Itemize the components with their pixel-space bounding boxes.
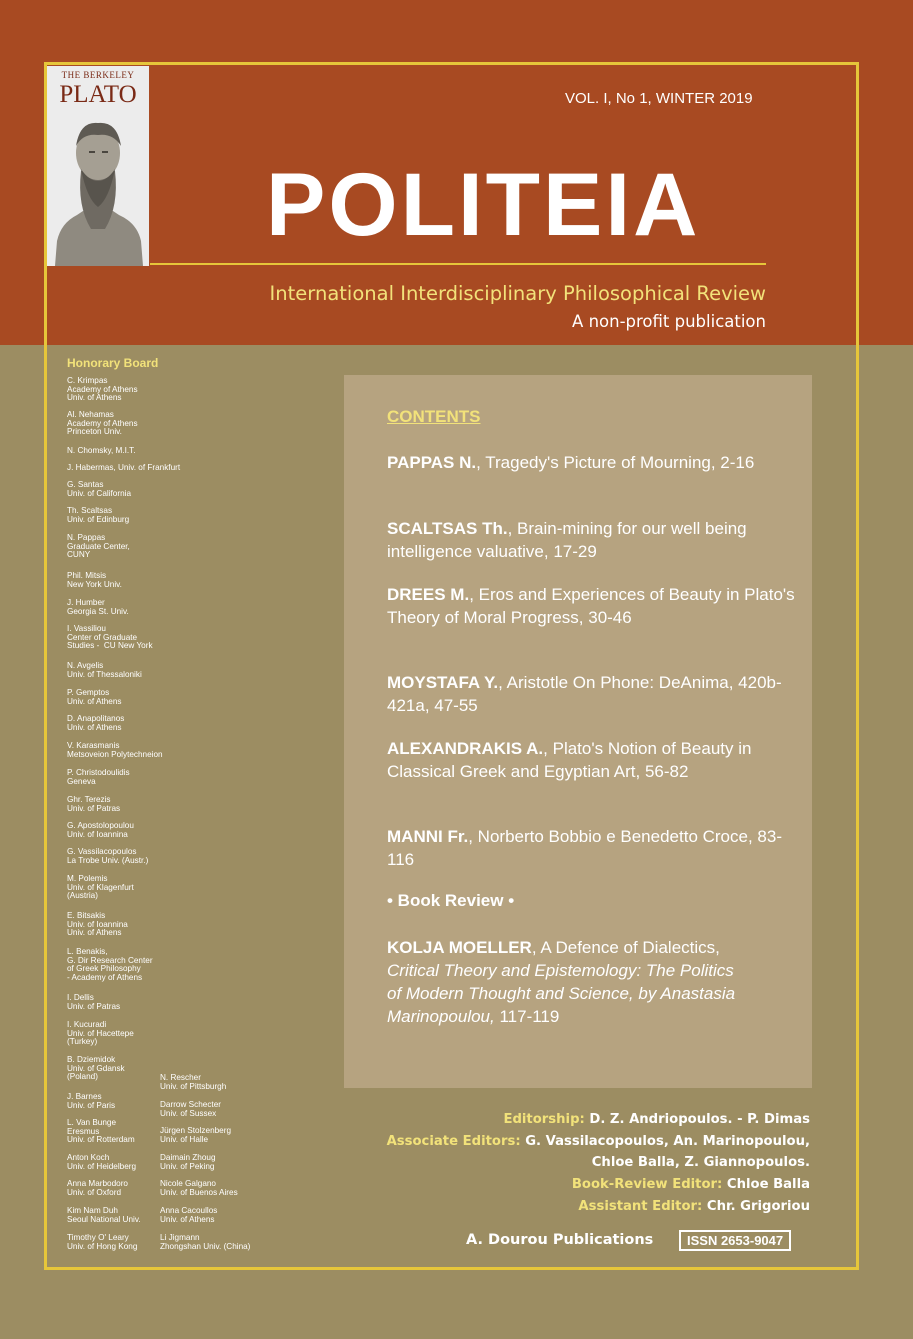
board-member: Anton Koch Univ. of Heidelberg bbox=[67, 1153, 137, 1171]
entry-author: ALEXANDRAKIS A. bbox=[387, 739, 544, 758]
book-review-editor-line bbox=[572, 1177, 810, 1192]
entry-author: SCALTSAS Th. bbox=[387, 519, 508, 538]
board-member: P. Christodoulidis Geneva bbox=[67, 768, 130, 786]
board-member: I. Dellis Univ. of Patras bbox=[67, 993, 121, 1011]
editor-label: Editorship: bbox=[503, 1112, 590, 1127]
entry-author: MANNI Fr. bbox=[387, 827, 469, 846]
board-member: D. Anapolitanos Univ. of Athens bbox=[67, 714, 125, 732]
board-member: N. Avgelis Univ. of Thessaloniki bbox=[67, 661, 142, 679]
editorship-line bbox=[503, 1112, 810, 1127]
board-member: N. Pappas Graduate Center, CUNY bbox=[67, 533, 130, 559]
entry-title: , Norberto Bobbio e Benedetto Croce, 83-116 bbox=[387, 827, 782, 869]
board-member: G. Vassilacopoulos La Trobe Univ. (Austr.) bbox=[67, 847, 149, 865]
board-member: Phil. Mitsis New York Univ. bbox=[67, 571, 122, 589]
board-member: C. Krimpas Academy of Athens Univ. of Athens bbox=[67, 376, 138, 402]
editor-names: Chloe Balla, Z. Giannopoulos. bbox=[591, 1155, 810, 1170]
entry-title: , Tragedy's Picture of Mourning, 2-16 bbox=[476, 453, 755, 472]
board-member: J. Habermas, Univ. of Frankfurt bbox=[67, 463, 181, 472]
assistant-editor-line bbox=[578, 1199, 810, 1214]
board-member: G. Santas Univ. of California bbox=[67, 480, 132, 498]
contents-entry bbox=[387, 671, 797, 717]
board-member: P. Gemptos Univ. of Athens bbox=[67, 688, 122, 706]
board-member: L. Van Bunge Eresmus Univ. of Rotterdam bbox=[67, 1118, 135, 1144]
board-member: V. Karasmanis Metsoveion Polytechneion bbox=[67, 741, 163, 759]
review-title: , A Defence of Dialectics, bbox=[531, 938, 720, 957]
editor-names: D. Z. Andriopoulos. - P. Dimas bbox=[589, 1112, 810, 1127]
associate-editors-line-2 bbox=[592, 1155, 810, 1170]
editor-names: G. Vassilacopoulos, An. Marinopoulou, bbox=[525, 1134, 810, 1149]
board-member: Anna Marbodoro Univ. of Oxford bbox=[67, 1179, 128, 1197]
entry-title: , Plato's Notion of Beauty in Classical Greek and Egyptian Art, 56-82 bbox=[387, 739, 752, 781]
board-member: Anna Cacoullos Univ. of Athens bbox=[160, 1206, 218, 1224]
board-member: N. Rescher Univ. of Pittsburgh bbox=[160, 1073, 227, 1091]
board-member: Ghr. Terezis Univ. of Patras bbox=[67, 795, 121, 813]
board-member: I. Vassiliou Center of Graduate Studies - CU New York bbox=[67, 624, 153, 650]
board-member: Nicole Galgano Univ. of Buenos Aires bbox=[160, 1179, 238, 1197]
editor-label: Book-Review Editor: bbox=[571, 1177, 727, 1192]
editor-label: Associate Editors: bbox=[386, 1134, 526, 1149]
board-member: J. Humber Georgia St. Univ. bbox=[67, 598, 129, 616]
board-member: E. Bitsakis Univ. of Ioannina Univ. of Athens bbox=[67, 911, 128, 937]
associate-editors-line bbox=[387, 1134, 810, 1149]
board-member: Daimain Zhoug Univ. of Peking bbox=[160, 1153, 216, 1171]
contents-entry bbox=[387, 451, 797, 474]
contents-entry bbox=[387, 825, 797, 871]
board-member: Darrow Schecter Univ. of Sussex bbox=[160, 1100, 221, 1118]
berkeley-plato-logo bbox=[47, 66, 149, 266]
editor-names: Chr. Grigoriou bbox=[706, 1199, 810, 1214]
editor-names: Chloe Balla bbox=[726, 1177, 810, 1192]
book-review-label: • Book Review • bbox=[387, 891, 515, 910]
book-review-entry bbox=[387, 936, 747, 1028]
board-member: Th. Scaltsas Univ. of Edinburg bbox=[67, 506, 130, 524]
board-member: I. Kucuradi Univ. of Hacettepe (Turkey) bbox=[67, 1020, 134, 1046]
board-member: Kim Nam Duh Seoul National Univ. bbox=[67, 1206, 141, 1224]
board-member: B. Dziemidok Univ. of Gdansk (Poland) bbox=[67, 1055, 125, 1081]
nonprofit-note: A non-profit publication bbox=[572, 312, 766, 331]
entry-author: DREES M. bbox=[387, 585, 470, 604]
review-italic-title: Critical Theory and Epistemology: The Politics of Modern Thought and Science, by Anastasia Marinopoulou, bbox=[387, 961, 736, 1026]
logo-line-1: THE BERKELEY bbox=[61, 70, 135, 80]
board-member: J. Barnes Univ. of Paris bbox=[67, 1092, 116, 1110]
board-member: L. Benakis, G. Dir Research Center of Greek Philosophy - Academy of Athens bbox=[67, 947, 153, 982]
entry-title: , Aristotle On Phone: DeAnima, 420b-421a, 47-55 bbox=[387, 673, 782, 715]
plato-bust-icon bbox=[47, 111, 149, 266]
review-pages: 117-119 bbox=[494, 1007, 560, 1026]
editor-label: Assistant Editor: bbox=[578, 1199, 707, 1214]
entry-author: PAPPAS N. bbox=[387, 453, 477, 472]
contents-entry bbox=[387, 517, 797, 563]
board-member: Al. Nehamas Academy of Athens Princeton Univ. bbox=[67, 410, 138, 436]
honorary-board-heading: Honorary Board bbox=[67, 356, 159, 370]
contents-entry bbox=[387, 583, 797, 629]
board-member: Timothy O' Leary Univ. of Hong Kong bbox=[67, 1233, 138, 1251]
journal-subtitle: International Interdisciplinary Philosophical Review bbox=[269, 282, 766, 305]
entry-author: MOYSTAFA Y. bbox=[387, 673, 499, 692]
entry-title: , Eros and Experiences of Beauty in Plato's Theory of Moral Progress, 30-46 bbox=[387, 585, 795, 627]
issn-box: ISSN 2653-9047 bbox=[679, 1230, 791, 1251]
contents-heading: CONTENTS bbox=[387, 407, 481, 426]
contents-entry bbox=[387, 737, 797, 783]
board-member: Li Jigmann Zhongshan Univ. (China) bbox=[160, 1233, 251, 1251]
logo-line-2: PLATO bbox=[59, 81, 137, 108]
board-member: G. Apostolopoulou Univ. of Ioannina bbox=[67, 821, 134, 839]
board-member: N. Chomsky, M.I.T. bbox=[67, 446, 136, 455]
board-member: Jürgen Stolzenberg Univ. of Halle bbox=[160, 1126, 232, 1144]
journal-title: POLITEIA bbox=[266, 154, 701, 254]
entry-title: , Brain-mining for our well being intelligence valuative, 17-29 bbox=[387, 519, 747, 561]
issue-info: VOL. I, No 1, WINTER 2019 bbox=[565, 90, 753, 107]
review-author: KOLJA MOELLER bbox=[387, 938, 532, 957]
board-member: M. Polemis Univ. of Klagenfurt (Austria) bbox=[67, 874, 134, 900]
publisher-name: A. Dourou Publications bbox=[466, 1232, 654, 1248]
title-divider bbox=[150, 263, 766, 265]
